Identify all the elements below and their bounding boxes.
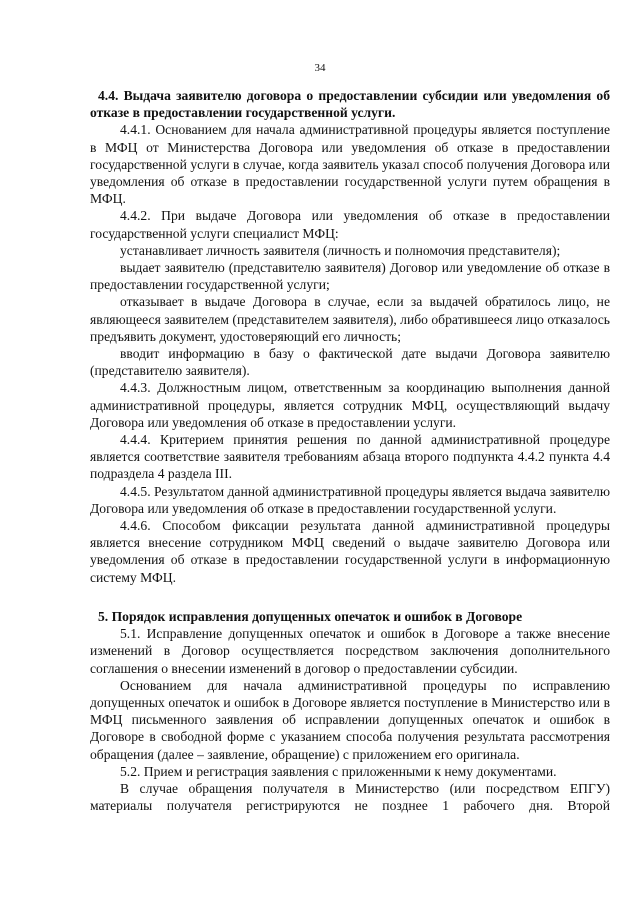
paragraph: 4.4.6. Способом фиксации результата данной административной процедуры является внесение сотрудником МФЦ сведений о выдаче заявителю Договора или уведомления об отказе в предоставлении государственной услуги в информационную систему МФЦ.: [90, 518, 610, 585]
paragraph: 4.4.4. Критерием принятия решения по данной административной процедуре является соответствие заявителя требованиям абзаца второго подпункта 4.4.2 пункта 4.4 подраздела 4 раздела III.: [90, 432, 610, 482]
paragraph: вводит информацию в базу о фактической дате выдачи Договора заявителю (представителю заявителя).: [90, 346, 610, 379]
paragraph: В случае обращения получателя в Министерство (или посредством ЕПГУ) материалы получателя регистрируются не позднее 1 рабочего дня. Второй: [90, 780, 610, 814]
paragraph: 4.4.2. При выдаче Договора или уведомления об отказе в предоставлении государственной услуги специалист МФЦ:: [90, 208, 610, 241]
paragraph: устанавливает личность заявителя (личность и полномочия представителя);: [120, 242, 561, 258]
section-heading-5: 5. Порядок исправления допущенных опечаток и ошибок в Договоре: [98, 608, 523, 624]
paragraph: Основанием для начала административной процедуры по исправлению допущенных опечаток и ошибок в Договоре является поступление в Министерство или в МФЦ письменного заявления об исправлении допущенных опечаток и ошибок в Договоре в свободной форме с указанием способа получения результата рассмотрения обращения (далее – заявление, обращение) с приложением его оригинала.: [90, 677, 610, 762]
section-heading-4-4: 4.4. Выдача заявителю договора о предоставлении субсидии или уведомления об отказе в предоставлении государственной услуги.: [90, 88, 610, 121]
paragraph: 4.4.3. Должностным лицом, ответственным за координацию выполнения данной административной процедуры, является сотрудник МФЦ, осуществляющий выдачу Договора или уведомления об отказе в предоставлении услуги.: [90, 380, 610, 430]
paragraph: 5.1. Исправление допущенных опечаток и ошибок в Договоре а также внесение изменений в Договор осуществляется посредством заключения дополнительного соглашения о внесении изменений в договор о предоставлении субсидии.: [90, 626, 610, 676]
page-number: 34: [314, 62, 326, 74]
document-body: [90, 87, 610, 814]
paragraph: отказывает в выдаче Договора в случае, если за выдачей обратилось лицо, не являющееся заявителем (представителем заявителя), либо обратившееся лицо отказалось предъявить документ, удостоверяющий его личность;: [90, 294, 610, 344]
paragraph: 4.4.5. Результатом данной административной процедуры является выдача заявителю Договора или уведомления об отказе в предоставлении государственной услуги.: [90, 483, 610, 516]
paragraph: 5.2. Прием и регистрация заявления с приложенными к нему документами.: [120, 763, 557, 779]
paragraph: 4.4.1. Основанием для начала административной процедуры является поступление в МФЦ от Министерства Договора или уведомления об отказе в предоставлении государственной услуги в случае, когда заявитель указал способ получения Договора или уведомления об отказе в предоставлении государственной услуги путем обращения в МФЦ.: [90, 122, 610, 207]
paragraph: выдает заявителю (представителю заявителя) Договор или уведомление об отказе в предоставлении государственной услуги;: [90, 260, 610, 293]
